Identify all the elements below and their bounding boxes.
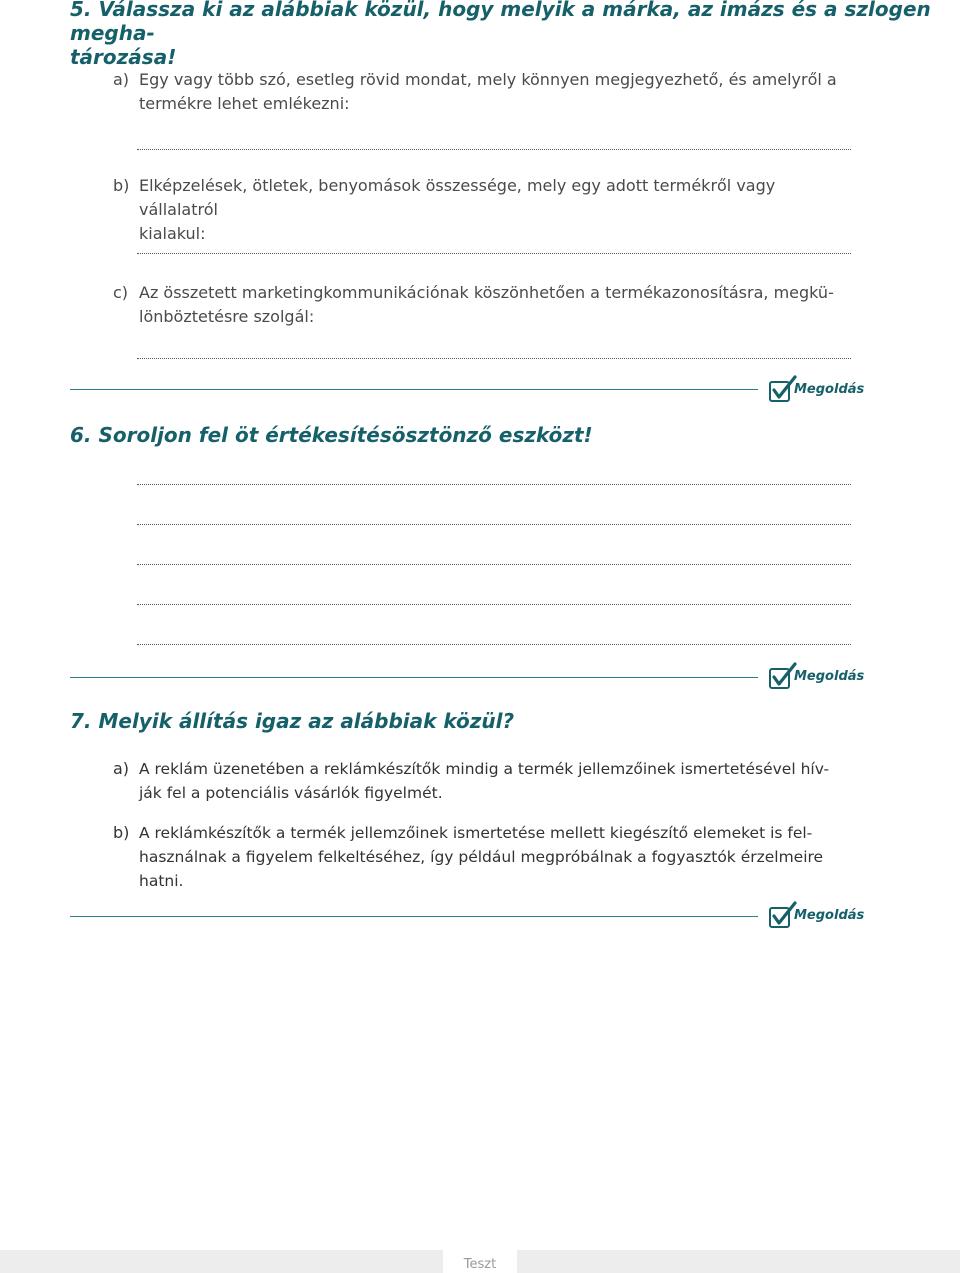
item-text-line1: Az összetett marketingkommunikációnak köszönhetően a termékazonosításra, megkü- bbox=[139, 283, 834, 302]
answer-line-5a[interactable] bbox=[137, 149, 851, 150]
separator-line bbox=[70, 916, 758, 917]
question-7-option-a[interactable] bbox=[113, 757, 853, 805]
question-7-option-b[interactable] bbox=[113, 821, 853, 893]
solution-label: Megoldás bbox=[794, 669, 865, 684]
solution-label: Megoldás bbox=[794, 382, 865, 397]
option-label: a) bbox=[113, 759, 130, 778]
item-text-line1: Egy vagy több szó, esetleg rövid mondat, mely könnyen megjegyezhető, és amelyről a bbox=[139, 70, 837, 89]
question-5-title-line1: 5. Válassza ki az alábbiak közül, hogy melyik a márka, az imázs és a szlogen megha- bbox=[70, 0, 931, 45]
question-7-title: 7. Melyik állítás igaz az alábbiak közül? bbox=[70, 709, 515, 733]
answer-line-5b[interactable] bbox=[137, 253, 851, 254]
solution-button[interactable] bbox=[768, 662, 868, 692]
answer-line-6-5[interactable] bbox=[137, 644, 851, 645]
option-text-line2: ják fel a potenciális vásárlók figyelmét. bbox=[139, 784, 443, 802]
separator-line bbox=[70, 389, 758, 390]
footer-label: Teszt bbox=[463, 1257, 497, 1272]
answer-line-6-2[interactable] bbox=[137, 524, 851, 525]
footer-tab bbox=[443, 1250, 517, 1273]
item-text-line2: lönböztetésre szolgál: bbox=[139, 307, 315, 326]
option-text-line2: használnak a figyelem felkeltéséhez, így például megpróbálnak a fogyasztók érzelmeire bbox=[139, 848, 824, 866]
solution-button[interactable] bbox=[768, 901, 868, 931]
option-text-line1: A reklám üzenetében a reklámkészítők mindig a termék jellemzőinek ismertetésével hív- bbox=[139, 760, 830, 778]
option-text-line1: A reklámkészítők a termék jellemzőinek ismertetése mellett kiegészítő elemeket is fel- bbox=[139, 824, 813, 842]
option-label: b) bbox=[113, 823, 130, 842]
item-text-line1: Elképzelések, ötletek, benyomások összessége, mely egy adott termékről vagy vállalatról bbox=[139, 176, 776, 219]
item-text-line2: kialakul: bbox=[139, 224, 206, 243]
item-label: c) bbox=[113, 283, 129, 302]
answer-line-6-1[interactable] bbox=[137, 484, 851, 485]
separator-line bbox=[70, 677, 758, 678]
item-label: a) bbox=[113, 70, 130, 89]
option-text-line3: hatni. bbox=[139, 872, 184, 890]
solution-button[interactable] bbox=[768, 375, 868, 405]
question-5-title-line2: tározása! bbox=[70, 45, 177, 69]
question-5-item-c bbox=[113, 281, 853, 329]
question-6-title: 6. Soroljon fel öt értékesítésösztönző eszközt! bbox=[70, 423, 593, 447]
question-5-item-a bbox=[113, 68, 853, 116]
question-5-item-b bbox=[113, 174, 858, 246]
answer-line-5c[interactable] bbox=[137, 358, 851, 359]
answer-line-6-3[interactable] bbox=[137, 564, 851, 565]
item-label: b) bbox=[113, 176, 130, 195]
solution-label: Megoldás bbox=[794, 908, 865, 923]
answer-line-6-4[interactable] bbox=[137, 604, 851, 605]
footer-band bbox=[0, 1250, 960, 1273]
item-text-line2: termékre lehet emlékezni: bbox=[139, 94, 350, 113]
question-5-title bbox=[70, 0, 950, 69]
